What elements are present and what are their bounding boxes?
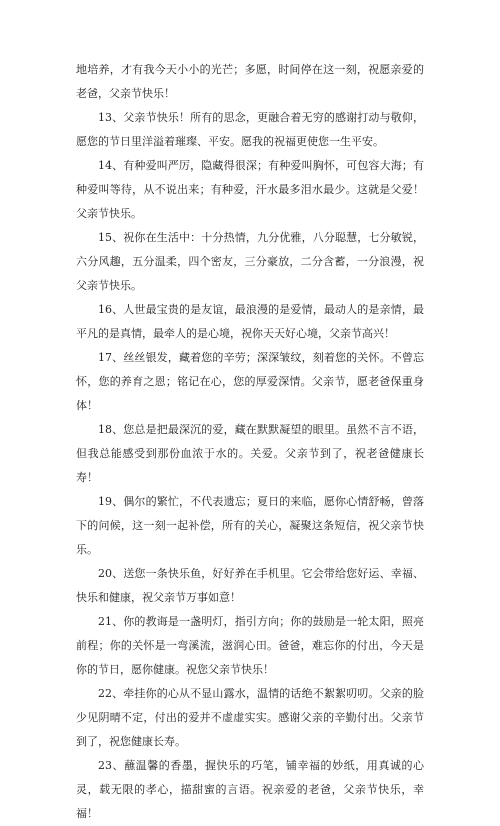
- paragraph-22: 22、牵挂你的心从不显山露水，温情的话绝不絮絮叨叨。父亲的脸少见阴晴不定，付出的爱并不虚虚实实。感谢父亲的辛勤付出。父亲节到了，祝您健康长寿。: [76, 687, 424, 748]
- paragraph-14: 14、有种爱叫严厉，隐藏得很深；有种爱叫胸怀，可包容大海；有种爱叫等待，从不说出来；有种爱，汗水最多泪水最少。这就是父爱！父亲节快乐。: [76, 159, 424, 220]
- paragraph-13: 13、父亲节快乐！所有的思念，更融合着无穷的感谢打动与敬仰，愿您的节日里洋溢着璀璨、平安。愿我的祝福更使您一生平安。: [76, 111, 424, 148]
- paragraph-19: 19、偶尔的繁忙，不代表遗忘；夏日的来临，愿你心情舒畅，曾落下的问候，这一刻一起补偿，所有的关心，凝聚这条短信，祝父亲节快乐。: [76, 495, 424, 556]
- paragraph-17: 17、丝丝银发，藏着您的辛劳；深深皱纹，刻着您的关怀。不曾忘怀，您的养育之恩；铭记在心，您的厚爱深情。父亲节，愿老爸保重身体！: [76, 351, 424, 412]
- paragraph-18: 18、您总是把最深沉的爱，藏在默默凝望的眼里。虽然不言不语，但我总能感受到那份血浓于水的。关爱。父亲节到了，祝老爸健康长寿！: [76, 423, 424, 484]
- paragraph-12-tail: 地培养，才有我今天小小的光芒；多愿，时间停在这一刻，祝愿亲爱的老爸，父亲节快乐！: [76, 63, 424, 100]
- document-body: [76, 58, 424, 826]
- paragraph-21: 21、你的教诲是一盏明灯，指引方向；你的鼓励是一轮太阳，照亮前程；你的关怀是一弯溪流，滋润心田。爸爸，难忘你的付出，今天是你的节日，愿你健康。祝您父亲节快乐！: [76, 615, 424, 676]
- paragraph-16: 16、人世最宝贵的是友谊，最浪漫的是爱情，最动人的是亲情，最平凡的是真情，最牵人的是心境，祝你天天好心境，父亲节高兴！: [76, 303, 424, 340]
- paragraph-23: 23、蘸温馨的香墨，握快乐的巧笔，铺幸福的妙纸，用真诚的心灵，载无限的孝心，描甜蜜的言语。祝亲爱的老爸，父亲节快乐，幸福！: [76, 759, 424, 820]
- paragraph-15: 15、祝你在生活中：十分热情，九分优雅，八分聪慧，七分敏锐，六分风趣，五分温柔，四个密友，三分豪放，二分含蓄，一分浪漫，祝父亲节快乐。: [76, 231, 424, 292]
- paragraph-20: 20、送您一条快乐鱼，好好养在手机里。它会带给您好运、幸福、快乐和健康，祝父亲节万事如意！: [76, 567, 424, 604]
